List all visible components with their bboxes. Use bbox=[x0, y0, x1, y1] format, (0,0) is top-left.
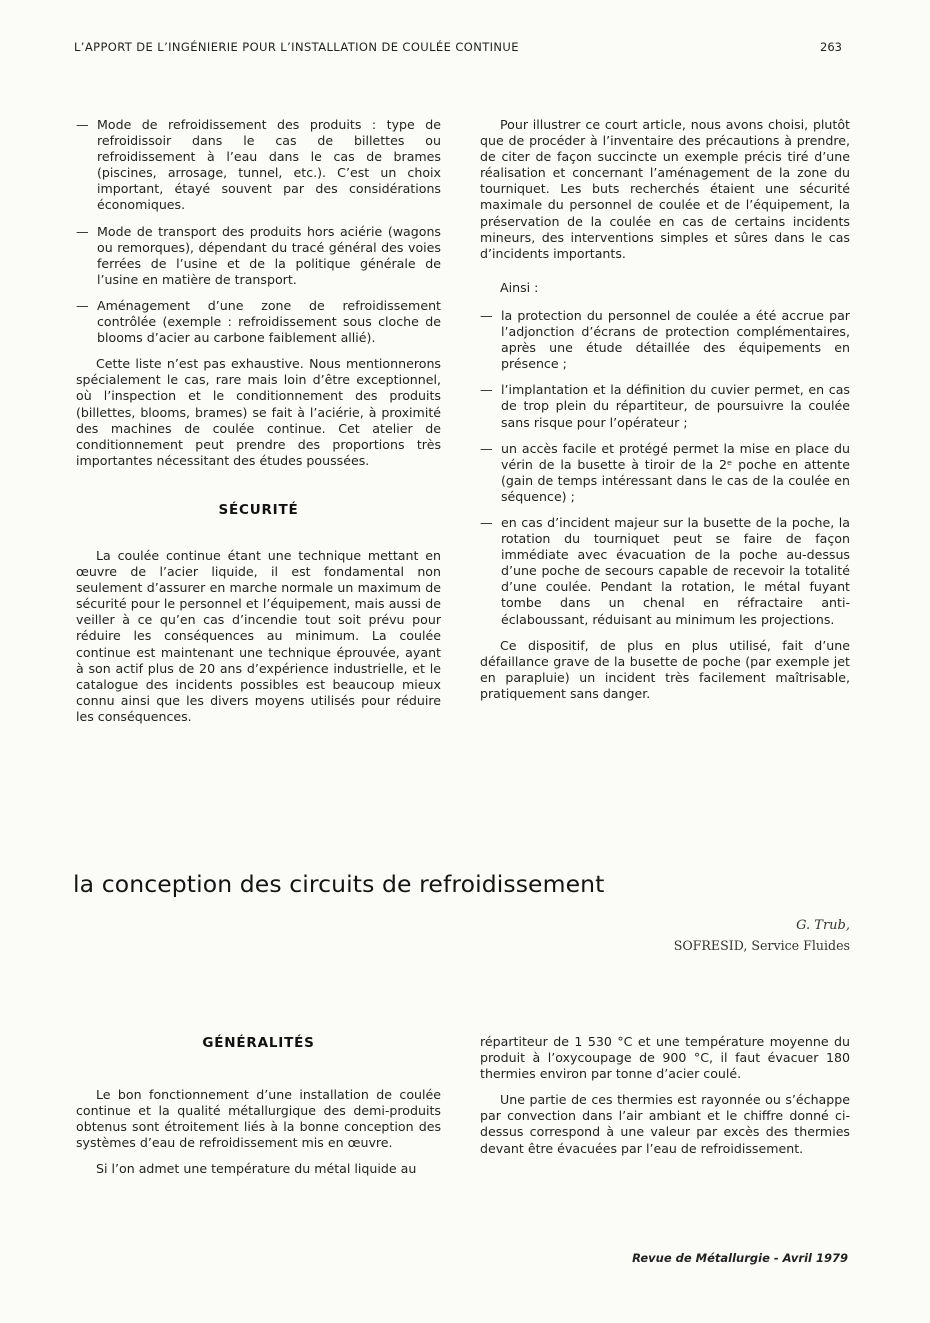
paragraph: Pour illustrer ce court article, nous avons choisi, plutôt que de procéder à l’inventaire des précautions à prendre, de citer de façon succincte un exemple précis tiré d’une réalisation et concernant l’aménagement de la zone du tourniquet. Les buts recherchés étaient une sécurité maximale du personnel de coulée et de l’équipement, la préservation de la coulée en cas de certains incidents mineurs, des interventions simples et sûres dans le cas d’incidents importants. bbox=[480, 117, 850, 261]
list-item bbox=[480, 441, 850, 505]
footer-journal-citation: Revue de Métallurgie - Avril 1979 bbox=[632, 1251, 848, 1265]
paragraph: Une partie de ces thermies est rayonnée ou s’échappe par convection dans l’air ambiant et le chiffre donné ci-dessus correspond à une valeur par excès des thermies devant être évacuées par l’eau de refroidissement. bbox=[480, 1092, 850, 1156]
list-item bbox=[480, 382, 850, 430]
dash-bullet: — bbox=[480, 514, 493, 530]
section-heading-generalites: GÉNÉRALITÉS bbox=[202, 1035, 315, 1051]
dash-bullet: — bbox=[480, 307, 493, 323]
paragraph: Ce dispositif, de plus en plus utilisé, fait d’une défaillance grave de la busette de poche (par exemple jet en parapluie) un incident très facilement maîtrisable, pratiquement sans danger. bbox=[480, 637, 850, 701]
list-item bbox=[480, 308, 850, 372]
paragraph: Si l’on admet une température du métal liquide au bbox=[96, 1161, 417, 1177]
right-column-bottom bbox=[480, 1034, 850, 1157]
section-heading-securite: SÉCURITÉ bbox=[218, 501, 299, 518]
running-header-title: L’APPORT DE L’INGÉNIERIE POUR L’INSTALLATION DE COULÉE CONTINUE bbox=[74, 40, 519, 54]
paragraph: La coulée continue étant une technique mettant en œuvre de l’acier liquide, il est fondamental non seulement d’assurer en marche normale un maximum de sécurité pour le personnel et l’équipement, mais aussi de veiller à ce qu’en cas d’incendie tout soit prévu pour réduire les conséquences au minimum. La coulée continue est maintenant une technique éprouvée, ayant à son actif plus de 20 ans d’expérience industrielle, et le catalogue des incidents possibles est beaucoup mieux connu ainsi que les divers moyens utilisés pour réduire les conséquences. bbox=[76, 547, 441, 724]
left-column-top bbox=[76, 117, 441, 725]
dash-bullet: — bbox=[480, 440, 493, 456]
list-item-text: Aménagement d’une zone de refroidissement contrôlée (exemple : refroidissement sous cloche de blooms d’acier au carbone faiblement allié). bbox=[97, 297, 441, 346]
dash-bullet: — bbox=[76, 297, 89, 313]
paragraph-ainsi: Ainsi : bbox=[500, 279, 539, 295]
list-item bbox=[76, 117, 441, 214]
left-column-bottom bbox=[76, 1087, 441, 1177]
list-item-text: la protection du personnel de coulée a été accrue par l’adjonction d’écrans de protection complémentaires, après une étude détaillée des équipements en présence ; bbox=[501, 307, 850, 372]
list-item bbox=[76, 224, 441, 288]
article-title: la conception des circuits de refroidissement bbox=[73, 870, 605, 898]
list-item-text: Mode de transport des produits hors aciérie (wagons ou remorques), dépendant du tracé général des voies ferrées de l’usine et de la politique générale de l’usine en matière de transport. bbox=[97, 223, 441, 287]
dash-bullet: — bbox=[76, 223, 89, 239]
author-name: G. Trub, bbox=[796, 918, 850, 933]
paragraph: Cette liste n’est pas exhaustive. Nous mentionnerons spécialement le cas, rare mais loin d’être exceptionnel, où l’inspection et le conditionnement des produits (billettes, blooms, brames) se fait à l’aciérie, à proximité des machines de coulée continue. Cet atelier de conditionnement peut prendre des proportions très importantes nécessitant des études poussées. bbox=[76, 356, 441, 468]
list-item-text: un accès facile et protégé permet la mise en place du vérin de la busette à tiroir de la 2ᵉ poche en attente (gain de temps intéressant dans le cas de la coulée en séquence) ; bbox=[501, 440, 850, 504]
page-number: 263 bbox=[820, 40, 842, 54]
dash-bullet: — bbox=[480, 382, 493, 398]
list-item bbox=[480, 515, 850, 628]
list-item-text: en cas d’incident majeur sur la busette de la poche, la rotation du tourniquet peut se faire de façon immédiate avec évacuation de la poche au-dessus d’une poche de secours capable de recevoir la totalité d’une coulée. Pendant la rotation, le métal fuyant tombe dans un chenal en réfractaire anti-éclaboussant, réduisant au minimum les projections. bbox=[501, 514, 850, 627]
author-affiliation: SOFRESID, Service Fluides bbox=[673, 938, 850, 953]
list-item bbox=[76, 298, 441, 346]
paragraph: Le bon fonctionnement d’une installation de coulée continue et la qualité métallurgique des demi-produits obtenus sont étroitement liés à la bonne conception des systèmes d’eau de refroidissement mis en œuvre. bbox=[76, 1087, 441, 1151]
paragraph: répartiteur de 1 530 °C et une température moyenne du produit à l’oxycoupage de 900 °C, il faut évacuer 180 thermies environ par tonne d’acier coulé. bbox=[480, 1034, 850, 1082]
right-column-top bbox=[480, 117, 850, 702]
list-item-text: l’implantation et la définition du cuvier permet, en cas de trop plein du répartiteur, de poursuivre la coulée sans risque pour l’opérateur ; bbox=[501, 382, 850, 430]
dash-bullet: — bbox=[76, 117, 89, 132]
list-item-text: Mode de refroidissement des produits : type de refroidissoir dans le cas de billettes ou refroidissement à l’eau dans le cas de brames (piscines, arrosage, tunnel, etc.). C’est un choix important, étayé souvent par des considérations économiques. bbox=[97, 117, 441, 213]
